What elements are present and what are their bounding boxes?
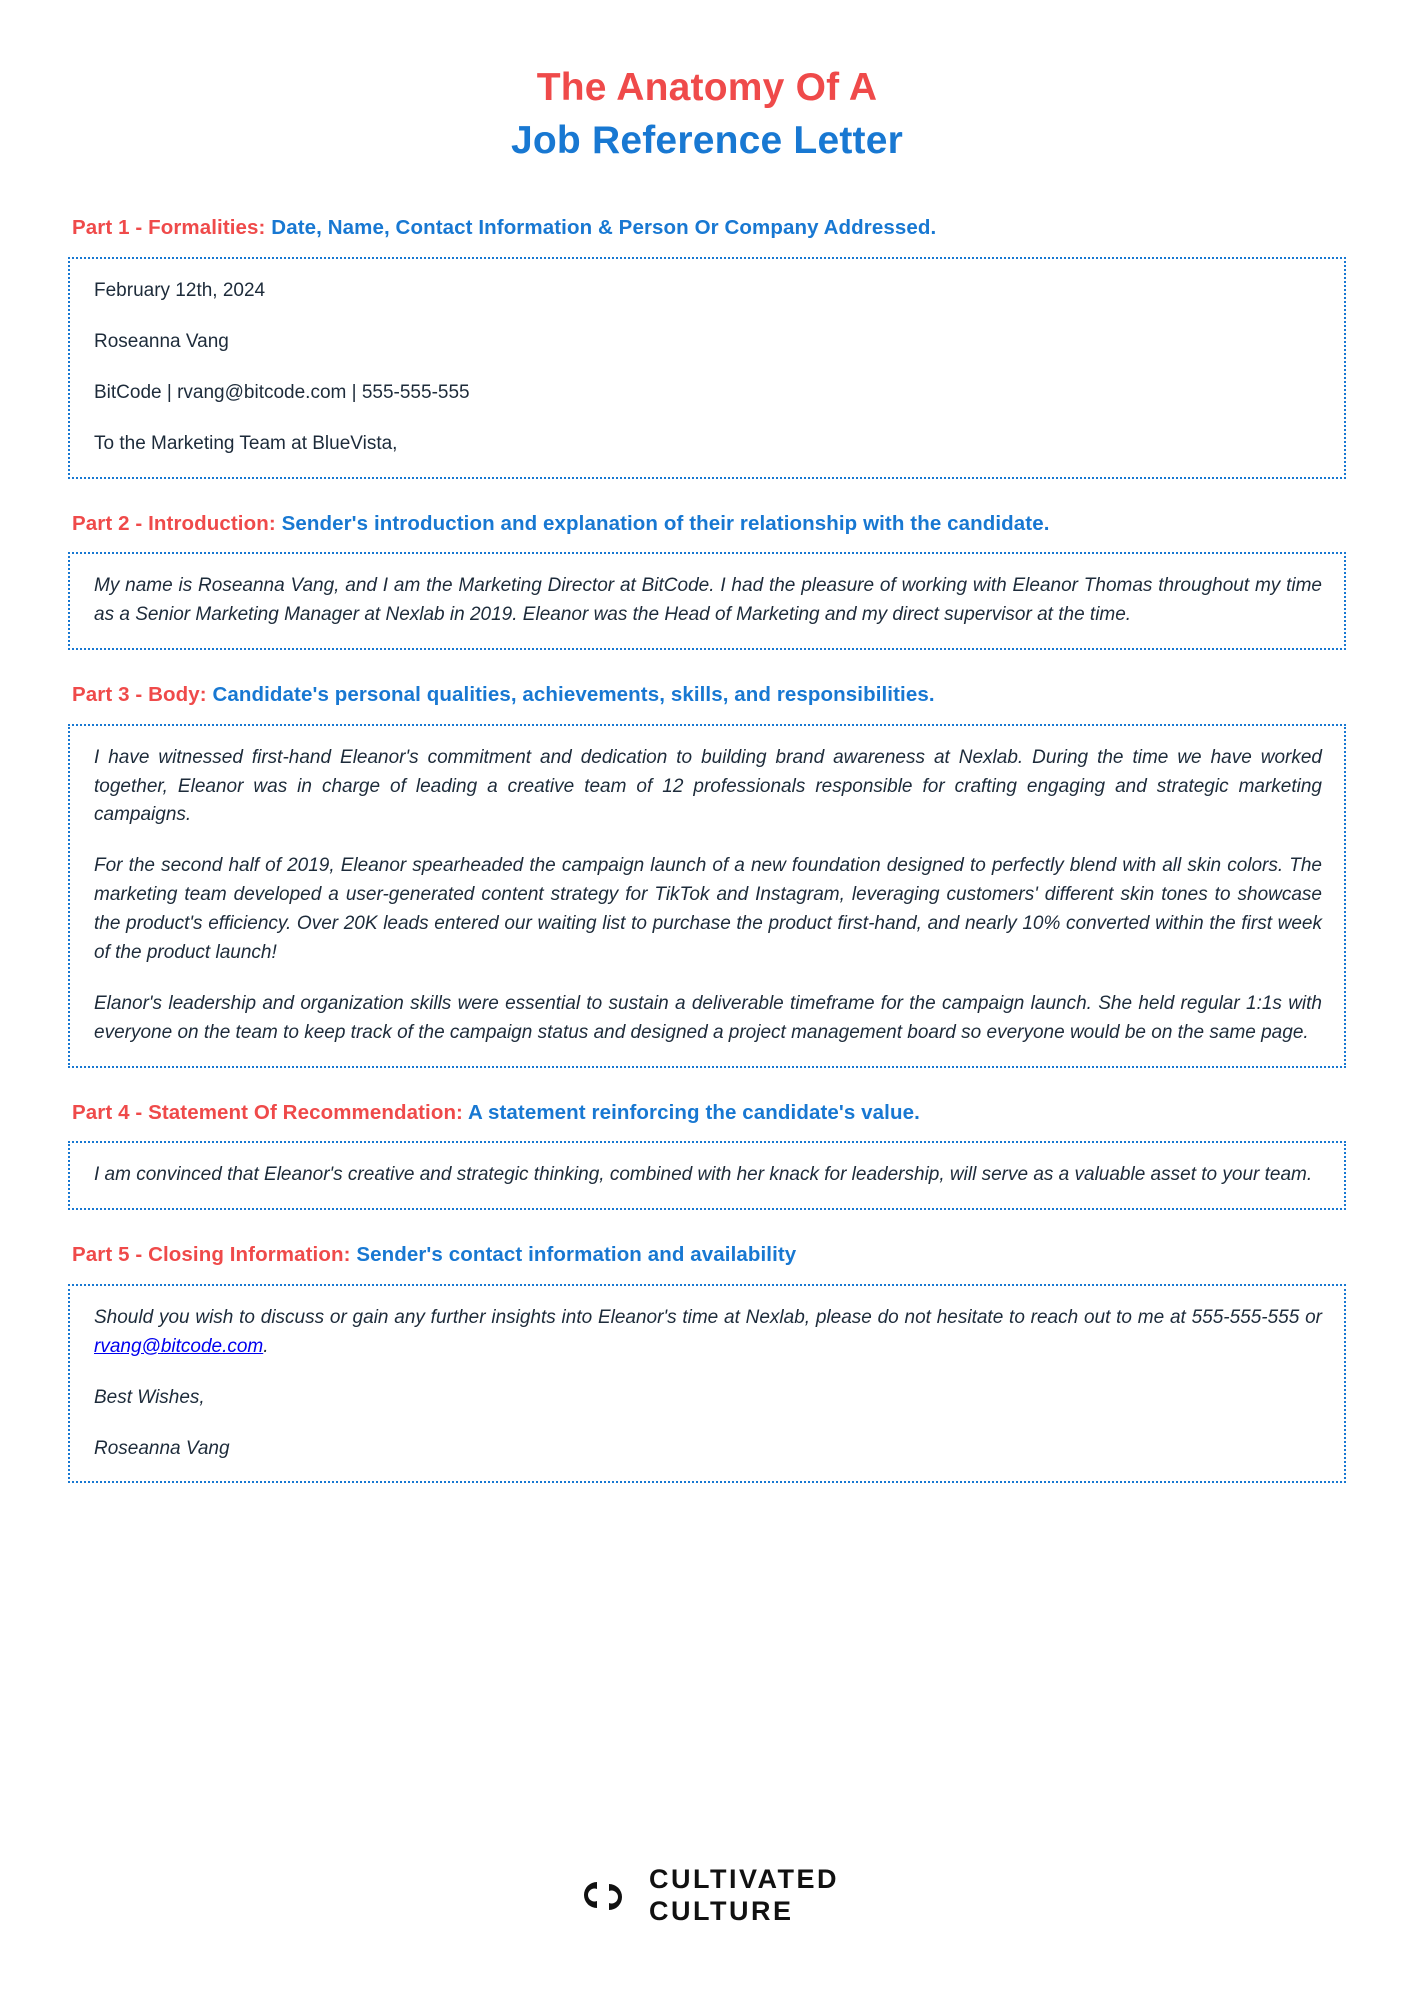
section-box-part-2 — [68, 552, 1346, 650]
section-heading-part-2 — [72, 509, 1346, 539]
cultivated-culture-wordmark — [649, 1864, 839, 1928]
part-description-4: A statement reinforcing the candidate's value. — [463, 1100, 920, 1124]
closing-signature: Roseanna Vang — [94, 1437, 230, 1459]
closing-email-link[interactable]: rvang@bitcode.com — [94, 1335, 264, 1357]
introduction-paragraph: My name is Roseanna Vang, and I am the Marketing Director at BitCode. I had the pleasure of working with Eleanor Thomas throughout my time as a Senior Marketing Manager at Nexlab in 2019. Eleanor was the Head of Marketing and my direct supervisor at the time. — [94, 575, 1322, 626]
section-box-part-4 — [68, 1141, 1346, 1210]
part-label-4: Part 4 - Statement Of Recommendation: — [72, 1100, 463, 1124]
body-paragraph-3: Elanor's leadership and organization skills were essential to sustain a deliverable timeframe for the campaign launch. She held regular 1:1s with everyone on the team to keep track of the campaign status and designed a project management board so everyone would be on the same page. — [94, 992, 1322, 1043]
section-heading-part-5 — [72, 1240, 1346, 1270]
section-heading-part-1 — [72, 213, 1346, 243]
closing-signoff: Best Wishes, — [94, 1386, 205, 1408]
closing-period: . — [263, 1335, 269, 1357]
title-line-1: The Anatomy Of A — [536, 66, 878, 109]
closing-text: Should you wish to discuss or gain any further insights into Eleanor's time at Nexlab, please do not hesitate to reach out to me at 555-555-555 or — [94, 1306, 1322, 1328]
formalities-name: Roseanna Vang — [94, 330, 229, 352]
formalities-addressee: To the Marketing Team at BlueVista, — [94, 432, 398, 454]
formalities-date: February 12th, 2024 — [94, 280, 266, 301]
part-description-2: Sender's introduction and explanation of their relationship with the candidate. — [275, 511, 1050, 535]
part-description-1: Date, Name, Contact Information & Person Or Company Addressed. — [265, 216, 937, 240]
cultivated-culture-logo-icon — [575, 1874, 631, 1918]
body-paragraph-1: I have witnessed first-hand Eleanor's commitment and dedication to building brand awareness at Nexlab. During the time we have worked together, Eleanor was in charge of leading a creative team of 12 professionals responsible for crafting engaging and strategic marketing campaigns. — [94, 746, 1322, 826]
page-title — [68, 62, 1346, 167]
title-line-2: Job Reference Letter — [511, 118, 903, 162]
body-paragraph-2: For the second half of 2019, Eleanor spearheaded the campaign launch of a new foundation designed to perfectly blend with all skin colors. The marketing team developed a user-generated content strategy for TikTok and Instagram, leveraging customers' different skin tones to showcase the product's efficiency. Over 20K leads entered our waiting list to purchase the product first-hand, and nearly 10% converted within the first week of the product launch! — [94, 855, 1322, 963]
section-box-part-3 — [68, 724, 1346, 1068]
closing-paragraph — [94, 1304, 1322, 1362]
section-box-part-1 — [68, 257, 1346, 479]
logo-line-1: CULTIVATED — [649, 1864, 839, 1895]
part-label-1: Part 1 - Formalities: — [72, 216, 266, 240]
part-description-5: Sender's contact information and availability — [350, 1243, 797, 1267]
logo-line-2: CULTURE — [649, 1896, 794, 1927]
part-label-3: Part 3 - Body: — [72, 682, 207, 706]
part-description-3: Candidate's personal qualities, achievements, skills, and responsibilities. — [206, 682, 935, 706]
formalities-contact: BitCode | rvang@bitcode.com | 555-555-555 — [94, 381, 470, 403]
section-heading-part-3 — [72, 680, 1346, 710]
recommendation-paragraph: I am convinced that Eleanor's creative and strategic thinking, combined with her knack for leadership, will serve as a valuable asset to your team. — [94, 1164, 1313, 1186]
part-label-2: Part 2 - Introduction: — [72, 511, 276, 535]
section-heading-part-4 — [72, 1098, 1346, 1128]
part-label-5: Part 5 - Closing Information: — [72, 1243, 351, 1267]
footer — [0, 1864, 1414, 1928]
section-box-part-5 — [68, 1284, 1346, 1484]
